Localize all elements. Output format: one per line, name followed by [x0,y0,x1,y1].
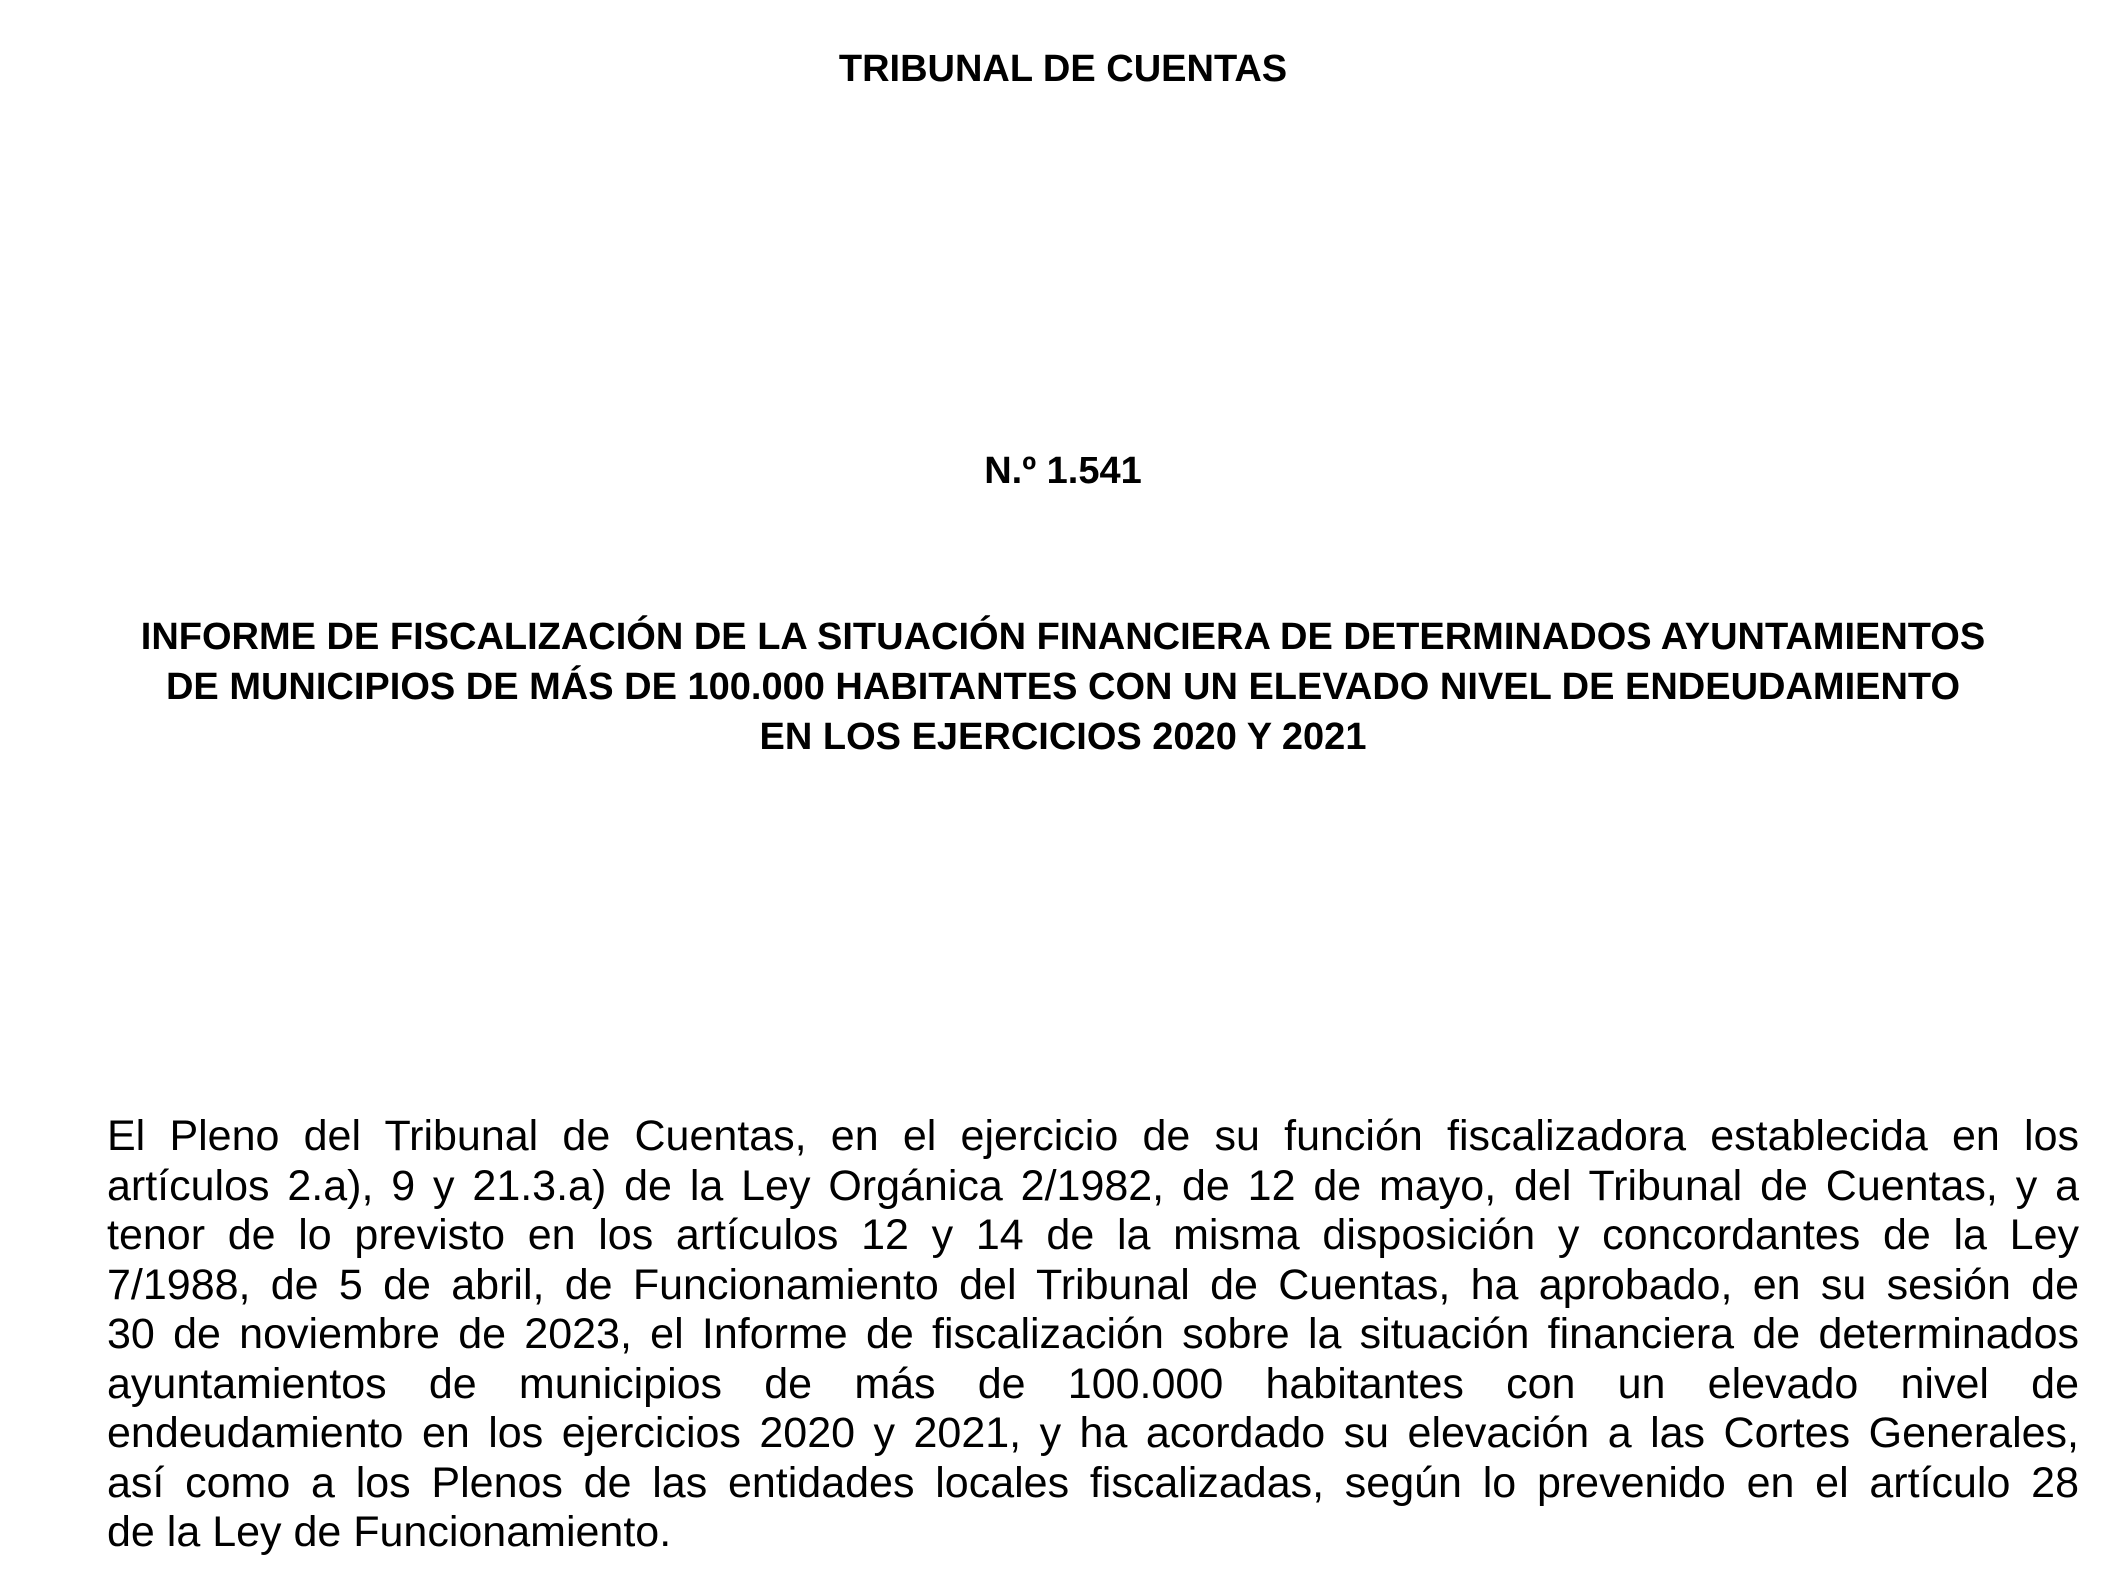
report-title-line: INFORME DE FISCALIZACIÓN DE LA SITUACIÓN FINANCIERA DE DETERMINADOS AYUNTAMIENTOS [140,616,1986,658]
report-number: N.º 1.541 [984,450,1142,492]
paragraph-line: ayuntamientos de municipios de más de 100.000 habitantes con un elevado nivel de [107,1359,2079,1408]
report-title-line: EN LOS EJERCICIOS 2020 Y 2021 [759,716,1367,758]
paragraph-line: así como a los Plenos de las entidades locales fiscalizadas, según lo prevenido en el artículo 28 [107,1458,2079,1507]
institution-heading: TRIBUNAL DE CUENTAS [838,48,1288,90]
report-title-line: DE MUNICIPIOS DE MÁS DE 100.000 HABITANTES CON UN ELEVADO NIVEL DE ENDEUDAMIENTO [165,666,1960,708]
body-paragraph [107,1112,2079,1558]
report-title [40,612,2086,762]
paragraph-line: 30 de noviembre de 2023, el Informe de fiscalización sobre la situación financiera de determinados [107,1310,2079,1358]
paragraph-line: 7/1988, de 5 de abril, de Funcionamiento del Tribunal de Cuentas, ha aprobado, en su sesión de [107,1260,2079,1309]
paragraph-line: endeudamiento en los ejercicios 2020 y 2021, y ha acordado su elevación a las Cortes Generales, [107,1409,2079,1457]
paragraph-line: El Pleno del Tribunal de Cuentas, en el ejercicio de su función fiscalizadora establecida en los [107,1112,2079,1160]
paragraph-line: tenor de lo previsto en los artículos 12 y 14 de la misma disposición y concordantes de la Ley [107,1211,2079,1259]
paragraph-line: artículos 2.a), 9 y 21.3.a) de la Ley Orgánica 2/1982, de 12 de mayo, del Tribunal de Cuentas, y a [107,1161,2079,1210]
paragraph-line: de la Ley de Funcionamiento. [107,1508,672,1556]
